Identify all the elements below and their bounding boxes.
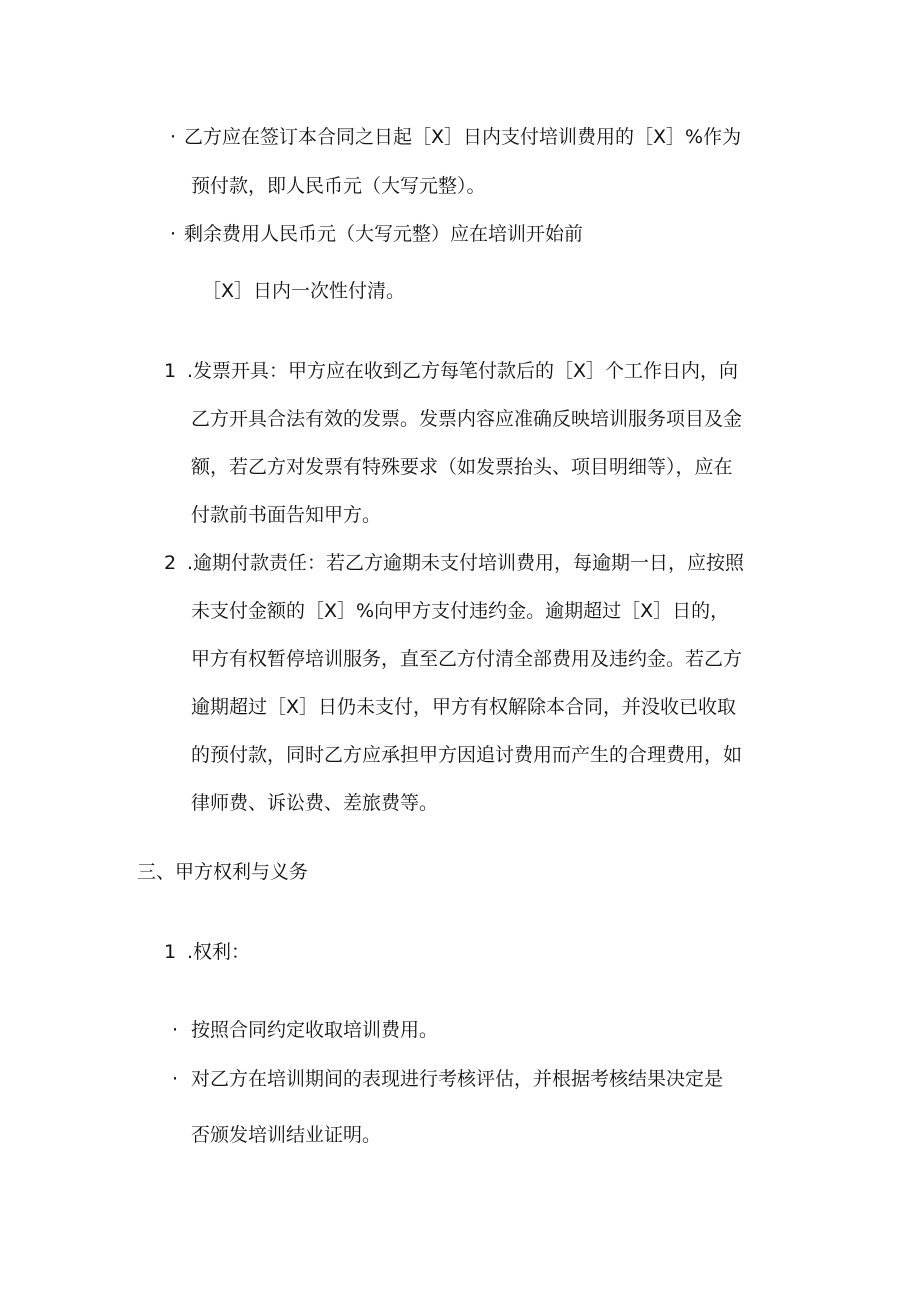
item-number: 1 xyxy=(164,360,177,382)
remaining-clause-line-1: 剩余费用人民币元（大写元整）应在培训开始前 xyxy=(184,223,584,245)
overdue-clause-line-3: 甲方有权暂停培训服务，直至乙方付清全部费用及违约金。若乙方 xyxy=(191,648,743,670)
bullet-marker: · xyxy=(172,1019,179,1041)
item-number: 1 xyxy=(164,941,177,963)
prepay-clause-line-2: 预付款，即人民币元（大写元整）。 xyxy=(191,175,486,197)
rights-label: .权利： xyxy=(187,941,251,963)
invoice-clause-line-3: 额，若乙方对发票有特殊要求（如发票抬头、项目明细等），应在 xyxy=(191,456,733,478)
invoice-clause-line-4: 付款前书面告知甲方。 xyxy=(191,504,382,526)
remaining-clause-line-2: ［X］日内一次性付清。 xyxy=(202,280,406,302)
overdue-clause-line-5: 的预付款，同时乙方应承担甲方因追讨费用而产生的合理费用，如 xyxy=(191,744,743,766)
bullet-marker: · xyxy=(170,126,177,148)
right-item-1: 按照合同约定收取培训费用。 xyxy=(191,1019,439,1041)
bullet-marker: · xyxy=(170,223,177,245)
section-heading: 三、甲方权利与义务 xyxy=(137,861,309,883)
overdue-clause-line-2: 未支付金额的［X］%向甲方支付违约金。逾期超过［X］日的， xyxy=(191,600,730,622)
bullet-marker: · xyxy=(172,1068,179,1090)
right-item-2-line-1: 对乙方在培训期间的表现进行考核评估，并根据考核结果决定是 xyxy=(191,1068,724,1090)
item-number: 2 xyxy=(164,552,177,574)
invoice-clause-line-2: 乙方开具合法有效的发票。发票内容应准确反映培训服务项目及金 xyxy=(191,408,743,430)
overdue-clause-line-4: 逾期超过［X］日仍未支付，甲方有权解除本合同，并没收已收取 xyxy=(191,696,737,718)
right-item-2-line-2: 否颁发培训结业证明。 xyxy=(191,1124,382,1146)
overdue-clause-line-1: .逾期付款责任：若乙方逾期未支付培训费用，每逾期一日，应按照 xyxy=(187,552,745,574)
overdue-clause-line-6: 律师费、诉讼费、差旅费等。 xyxy=(191,792,439,814)
invoice-clause-line-1: .发票开具：甲方应在收到乙方每笔付款后的［X］个工作日内，向 xyxy=(187,360,739,382)
prepay-clause-line-1: 乙方应在签订本合同之日起［X］日内支付培训费用的［X］%作为 xyxy=(184,126,742,148)
